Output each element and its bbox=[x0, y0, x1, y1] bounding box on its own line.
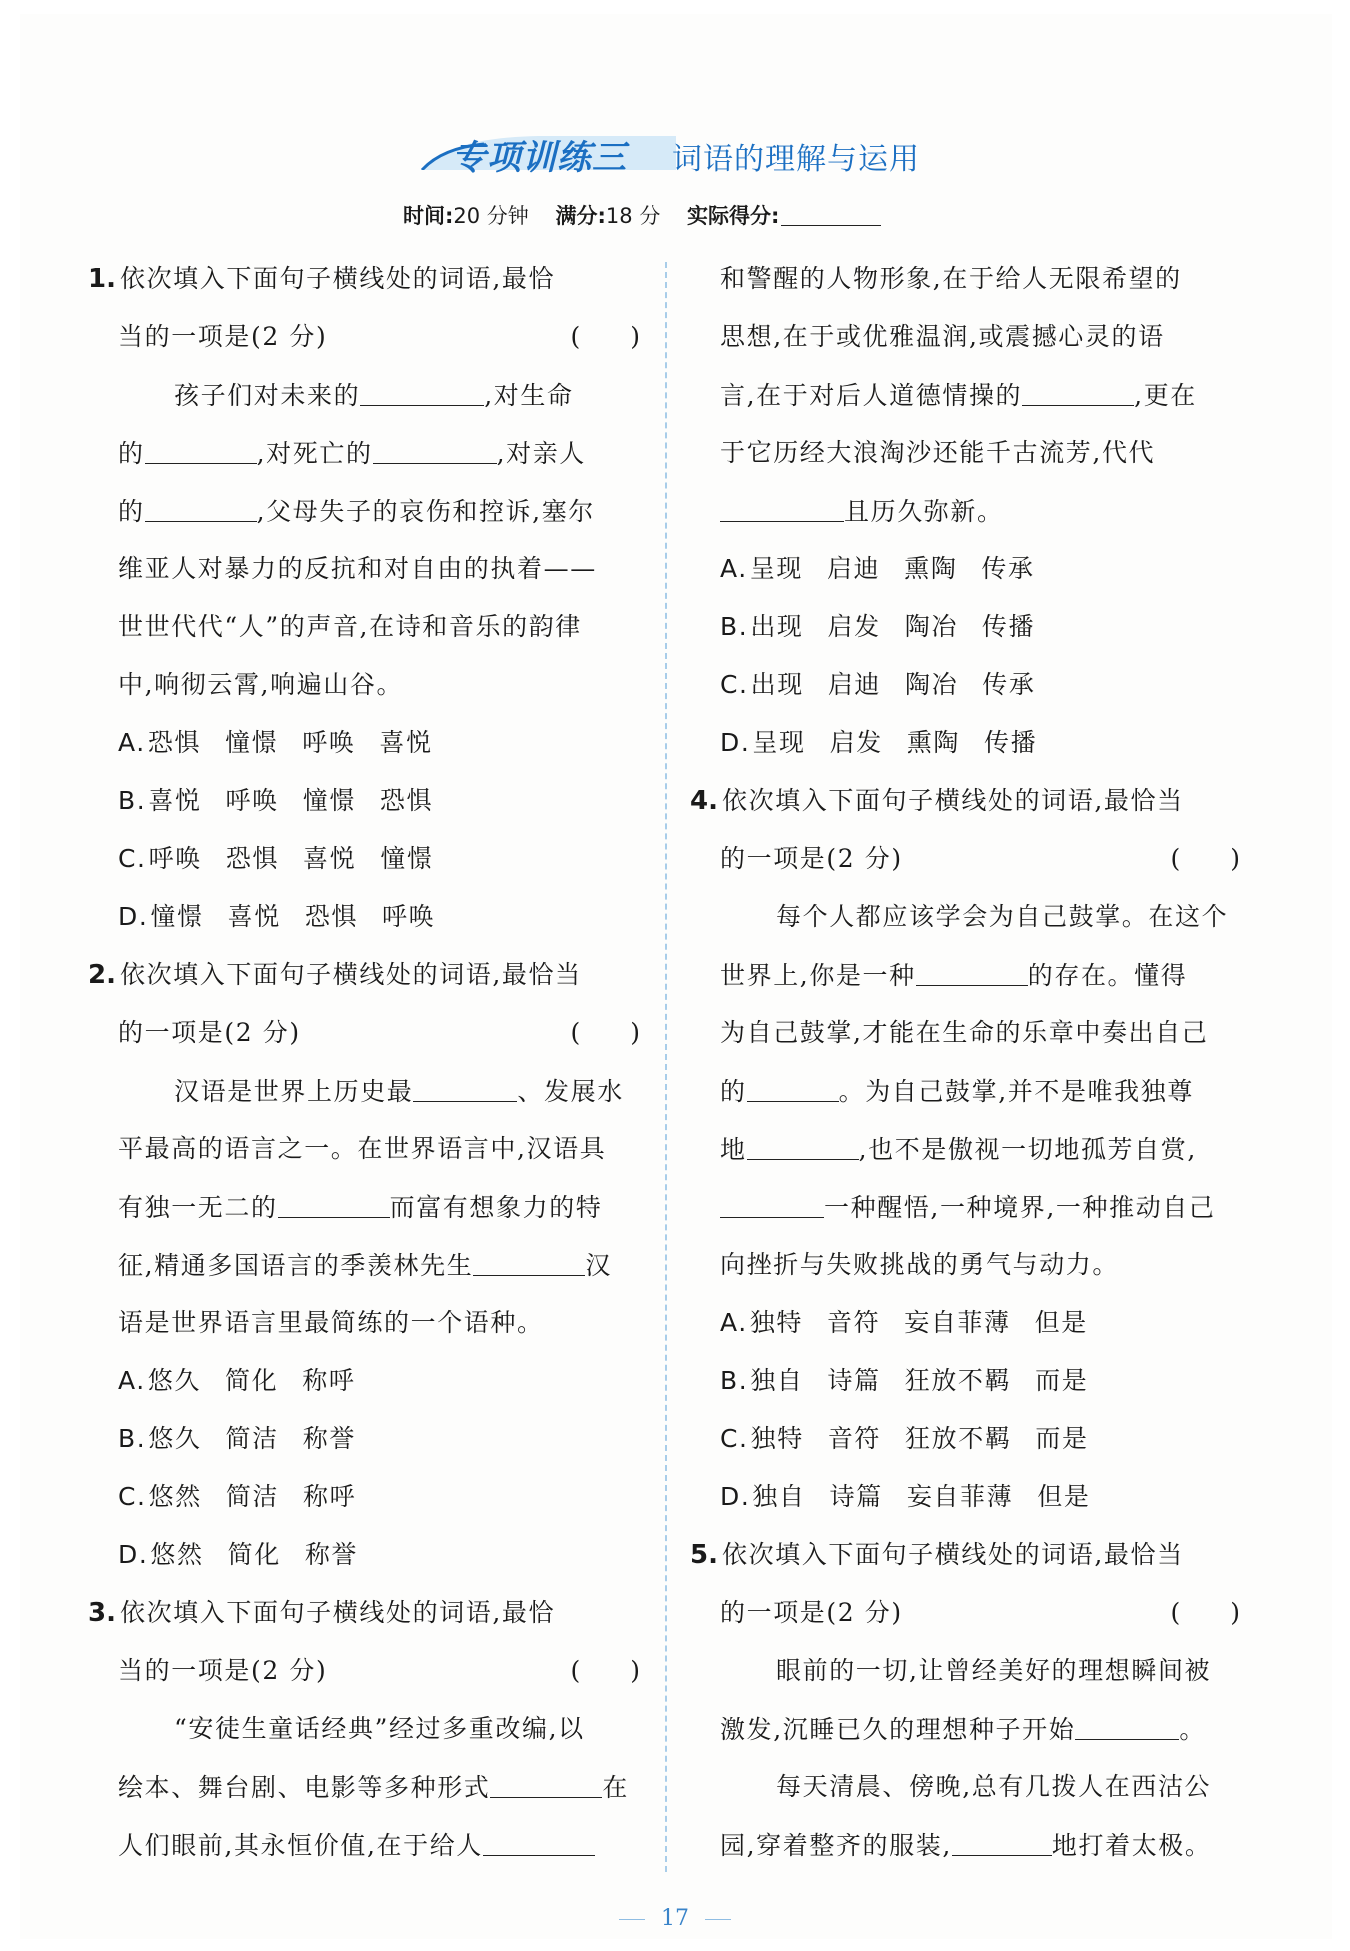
q2-blank-3[interactable] bbox=[473, 1241, 585, 1276]
q4-blank-1[interactable] bbox=[916, 951, 1028, 986]
option-word: 陶冶 bbox=[905, 670, 959, 699]
option-word: 恐惧 bbox=[225, 844, 280, 873]
q3-blank-3[interactable] bbox=[1022, 371, 1134, 406]
q1-passage-line bbox=[88, 661, 640, 719]
q4-number: 4. bbox=[690, 786, 718, 816]
q1-blank-3[interactable] bbox=[373, 429, 497, 464]
q4-text: 为自己鼓掌,才能在生命的乐章中奏出自己 bbox=[720, 1018, 1209, 1047]
option-word: 简洁 bbox=[225, 1482, 280, 1511]
q1-text: ,父母失子的哀伤和控诉,塞尔 bbox=[256, 497, 595, 526]
option-word: 喜悦 bbox=[303, 844, 357, 873]
q2-option-b[interactable] bbox=[88, 1415, 640, 1473]
q5-stem-text: 依次填入下面句子横线处的词语,最恰当 bbox=[721, 1540, 1184, 1569]
q2-stem-line2 bbox=[88, 1009, 640, 1067]
q4-option-d[interactable] bbox=[720, 1473, 1240, 1531]
q5-stem-line2 bbox=[720, 1589, 1240, 1647]
option-word: 出现 bbox=[750, 670, 804, 699]
left-column bbox=[88, 255, 640, 1879]
option-word: 传承 bbox=[981, 554, 1035, 583]
q3-passage-line bbox=[720, 429, 1240, 487]
q2-passage-line bbox=[88, 1183, 640, 1241]
option-letter: C. bbox=[118, 1482, 147, 1511]
option-word: 妄自菲薄 bbox=[906, 1482, 1014, 1511]
q3-passage-line bbox=[88, 1763, 640, 1821]
q3-passage-line bbox=[720, 371, 1240, 429]
q3-passage-line bbox=[88, 1705, 640, 1763]
option-word: 狂放不羁 bbox=[905, 1424, 1012, 1453]
option-word: 恐惧 bbox=[379, 786, 434, 815]
q4-option-b[interactable] bbox=[720, 1357, 1240, 1415]
q4-text: 世界上,你是一种 bbox=[720, 961, 916, 990]
q4-text: 。为自己鼓掌,并不是唯我独尊 bbox=[838, 1077, 1194, 1106]
page-number-dash-right bbox=[705, 1919, 731, 1920]
q5-stem-line1 bbox=[690, 1531, 1240, 1589]
q1-text: 世世代代“人”的声音,在诗和音乐的韵律 bbox=[118, 612, 582, 641]
option-word: 独特 bbox=[749, 1308, 804, 1337]
option-letter: A. bbox=[720, 1308, 748, 1337]
option-word: 呼唤 bbox=[148, 844, 202, 873]
q3-option-b[interactable] bbox=[720, 603, 1240, 661]
option-letter: A. bbox=[720, 554, 748, 583]
q5-passage-line bbox=[720, 1647, 1240, 1705]
option-word: 憧憬 bbox=[150, 902, 204, 931]
q4-blank-2[interactable] bbox=[747, 1067, 839, 1102]
q2-text: 平最高的语言之一。在世界语言中,汉语具 bbox=[118, 1134, 607, 1163]
q4-text: 向挫折与失败挑战的勇气与动力。 bbox=[720, 1250, 1120, 1279]
option-word: 憧憬 bbox=[380, 844, 434, 873]
q1-passage-line bbox=[88, 487, 640, 545]
option-word: 简化 bbox=[225, 1366, 279, 1395]
option-letter: B. bbox=[118, 1424, 147, 1453]
option-letter: D. bbox=[118, 902, 149, 931]
q4-stem-line2 bbox=[720, 835, 1240, 893]
q2-stem-line1 bbox=[88, 951, 640, 1009]
q5-text: 眼前的一切,让曾经美好的理想瞬间被 bbox=[776, 1656, 1212, 1685]
q4-passage-line bbox=[720, 1067, 1240, 1125]
q4-answer-paren[interactable]: ( ) bbox=[1170, 844, 1240, 873]
q1-passage-line bbox=[88, 371, 640, 429]
option-word: 独自 bbox=[750, 1366, 804, 1395]
option-word: 呈现 bbox=[749, 554, 804, 583]
q2-answer-paren[interactable]: ( ) bbox=[570, 1018, 640, 1047]
q1-text: 中,响彻云霄,响遍山谷。 bbox=[118, 670, 404, 699]
option-word: 呼唤 bbox=[382, 902, 436, 931]
q3-text: ,更在 bbox=[1134, 381, 1197, 410]
option-word: 诗篇 bbox=[829, 1482, 883, 1511]
option-letter: B. bbox=[118, 786, 147, 815]
option-word: 憧憬 bbox=[225, 728, 279, 757]
option-word: 称誉 bbox=[304, 1540, 359, 1569]
time-label: 时间: bbox=[403, 204, 454, 228]
option-word: 独特 bbox=[750, 1424, 804, 1453]
q4-option-a[interactable] bbox=[720, 1299, 1240, 1357]
q4-passage-line bbox=[720, 1009, 1240, 1067]
option-word: 简化 bbox=[227, 1540, 281, 1569]
q1-text: ,对亲人 bbox=[496, 439, 586, 468]
option-word: 呼唤 bbox=[225, 786, 279, 815]
q3-text: 言,在于对后人道德情操的 bbox=[720, 381, 1023, 410]
score-value: 18 分 bbox=[605, 204, 661, 228]
q3-text: 人们眼前,其永恒价值,在于给人 bbox=[118, 1831, 483, 1860]
q1-text: 的 bbox=[118, 439, 145, 468]
q2-passage-line bbox=[88, 1067, 640, 1125]
option-word: 而是 bbox=[1035, 1424, 1089, 1453]
q4-passage-line bbox=[720, 1183, 1240, 1241]
q2-text: 汉 bbox=[585, 1251, 612, 1280]
q2-passage-line bbox=[88, 1241, 640, 1299]
q4-blank-4[interactable] bbox=[720, 1183, 824, 1218]
option-word: 称誉 bbox=[302, 1424, 356, 1453]
q1-option-a[interactable] bbox=[88, 719, 640, 777]
page-number-dash-left bbox=[619, 1919, 645, 1920]
q3-option-a[interactable] bbox=[720, 545, 1240, 603]
option-word: 出现 bbox=[750, 612, 804, 641]
option-letter: B. bbox=[720, 612, 749, 641]
q1-text: ,对死亡的 bbox=[256, 439, 373, 468]
q5-blank-1[interactable] bbox=[1075, 1705, 1179, 1740]
q5-passage-line bbox=[720, 1763, 1240, 1821]
exam-meta bbox=[403, 200, 881, 230]
q2-blank-1[interactable] bbox=[413, 1067, 517, 1102]
option-word: 启迪 bbox=[827, 670, 882, 699]
q5-answer-paren[interactable]: ( ) bbox=[1170, 1598, 1240, 1627]
q4-text: 每个人都应该学会为自己鼓掌。在这个 bbox=[776, 902, 1229, 931]
option-letter: B. bbox=[720, 1366, 749, 1395]
q1-text: 维亚人对暴力的反抗和对自由的执着—— bbox=[118, 554, 597, 583]
option-word: 熏陶 bbox=[906, 728, 961, 757]
q3-passage-line bbox=[720, 313, 1240, 371]
q1-blank-2[interactable] bbox=[145, 429, 257, 464]
q5-text: 激发,沉睡已久的理想种子开始 bbox=[720, 1715, 1076, 1744]
option-letter: A. bbox=[118, 1366, 146, 1395]
q3-text: 于它历经大浪淘沙还能千古流芳,代代 bbox=[720, 438, 1156, 467]
q3-stem-text: 依次填入下面句子横线处的词语,最恰 bbox=[119, 1598, 556, 1627]
q4-stem-text2: 的一项是(2 分) bbox=[720, 844, 903, 873]
option-letter: C. bbox=[720, 670, 749, 699]
option-word: 悠然 bbox=[150, 1540, 204, 1569]
option-word: 喜悦 bbox=[148, 786, 202, 815]
option-word: 但是 bbox=[1037, 1482, 1091, 1511]
q3-stem-line2 bbox=[88, 1647, 640, 1705]
q1-number: 1. bbox=[88, 264, 116, 294]
option-word: 悠然 bbox=[148, 1482, 202, 1511]
q3-text: “安徒生童话经典”经过多重改编,以 bbox=[174, 1714, 585, 1743]
option-word: 独自 bbox=[752, 1482, 806, 1511]
q2-text: 、发展水 bbox=[517, 1077, 624, 1106]
q2-stem-text2: 的一项是(2 分) bbox=[118, 1018, 301, 1047]
option-word: 陶冶 bbox=[904, 612, 958, 641]
q4-text: ,也不是傲视一切地孤芳自赏, bbox=[858, 1135, 1197, 1164]
q1-answer-paren[interactable]: ( ) bbox=[570, 322, 640, 351]
option-word: 启迪 bbox=[827, 554, 881, 583]
q3-option-c[interactable] bbox=[720, 661, 1240, 719]
q3-passage-line bbox=[720, 487, 1240, 545]
q3-number: 3. bbox=[88, 1598, 116, 1628]
actual-score-blank[interactable] bbox=[781, 207, 881, 226]
option-letter: C. bbox=[118, 844, 147, 873]
q2-text: 征,精通多国语言的季羡林先生 bbox=[118, 1251, 474, 1280]
q1-passage-line bbox=[88, 429, 640, 487]
q5-passage-line bbox=[720, 1705, 1240, 1763]
q5-stem-text2: 的一项是(2 分) bbox=[720, 1598, 903, 1627]
actual-score-label: 实际得分: bbox=[687, 204, 780, 228]
q2-text: 汉语是世界上历史最 bbox=[174, 1077, 414, 1106]
q4-text: 的 bbox=[720, 1077, 747, 1106]
q1-text: 的 bbox=[118, 497, 145, 526]
option-word: 启发 bbox=[827, 612, 881, 641]
option-word: 传承 bbox=[982, 670, 1036, 699]
option-letter: D. bbox=[720, 1482, 751, 1511]
q3-stem-line1 bbox=[88, 1589, 640, 1647]
option-word: 音符 bbox=[827, 1424, 882, 1453]
q3-stem-text2: 当的一项是(2 分) bbox=[118, 1656, 328, 1685]
q2-passage-line bbox=[88, 1299, 640, 1357]
q3-blank-4[interactable] bbox=[720, 487, 844, 522]
q1-passage-line bbox=[88, 603, 640, 661]
q5-passage-line bbox=[720, 1821, 1240, 1879]
option-word: 但是 bbox=[1034, 1308, 1088, 1337]
section-title: 专项训练三 bbox=[452, 138, 627, 178]
q1-stem-line1 bbox=[88, 255, 640, 313]
option-letter: A. bbox=[118, 728, 146, 757]
option-word: 称呼 bbox=[302, 1366, 356, 1395]
option-word: 憧憬 bbox=[302, 786, 356, 815]
q2-option-d[interactable] bbox=[88, 1531, 640, 1589]
q1-blank-4[interactable] bbox=[145, 487, 257, 522]
q1-stem-text2: 当的一项是(2 分) bbox=[118, 322, 328, 351]
option-word: 妄自菲薄 bbox=[904, 1308, 1011, 1337]
q3-option-d[interactable] bbox=[720, 719, 1240, 777]
option-word: 简洁 bbox=[225, 1424, 279, 1453]
q4-option-c[interactable] bbox=[720, 1415, 1240, 1473]
q3-text: 且历久弥新。 bbox=[844, 497, 1004, 526]
q3-passage-line bbox=[720, 255, 1240, 313]
q3-text: 在 bbox=[602, 1773, 630, 1802]
q3-blank-2[interactable] bbox=[483, 1821, 595, 1856]
q4-stem-text: 依次填入下面句子横线处的词语,最恰当 bbox=[721, 786, 1184, 815]
q2-passage-line bbox=[88, 1125, 640, 1183]
option-word: 狂放不羁 bbox=[904, 1366, 1012, 1395]
option-letter: D. bbox=[118, 1540, 149, 1569]
option-word: 呼唤 bbox=[302, 728, 356, 757]
q3-answer-paren[interactable]: ( ) bbox=[570, 1656, 640, 1685]
option-word: 恐惧 bbox=[147, 728, 202, 757]
q5-text: 地打着太极。 bbox=[1051, 1831, 1212, 1860]
q1-text: 孩子们对未来的 bbox=[174, 381, 361, 410]
option-word: 悠久 bbox=[148, 1424, 202, 1453]
q5-number: 5. bbox=[690, 1540, 718, 1570]
time-value: 20 分钟 bbox=[453, 204, 529, 228]
q1-option-b[interactable] bbox=[88, 777, 640, 835]
q1-stem-text: 依次填入下面句子横线处的词语,最恰 bbox=[119, 264, 556, 293]
option-word: 而是 bbox=[1035, 1366, 1089, 1395]
q2-option-a[interactable] bbox=[88, 1357, 640, 1415]
section-subtitle: 词语的理解与运用 bbox=[672, 142, 920, 177]
q4-passage-line bbox=[720, 1241, 1240, 1299]
q3-text: 思想,在于或优雅温润,或震撼心灵的语 bbox=[720, 322, 1165, 351]
q3-text: 和警醒的人物形象,在于给人无限希望的 bbox=[720, 264, 1182, 293]
option-word: 诗篇 bbox=[827, 1366, 881, 1395]
column-divider bbox=[665, 262, 667, 1872]
q4-passage-line bbox=[720, 951, 1240, 1009]
right-column bbox=[690, 255, 1240, 1879]
q5-text: 每天清晨、傍晚,总有几拨人在西沽公 bbox=[776, 1772, 1212, 1801]
q5-blank-2[interactable] bbox=[952, 1821, 1052, 1856]
q1-stem-line2 bbox=[88, 313, 640, 371]
option-word: 熏陶 bbox=[904, 554, 958, 583]
option-word: 呈现 bbox=[752, 728, 806, 757]
q2-text: 有独一无二的 bbox=[118, 1193, 278, 1222]
score-label: 满分: bbox=[555, 204, 606, 228]
option-word: 恐惧 bbox=[304, 902, 359, 931]
q2-number: 2. bbox=[88, 960, 116, 990]
q1-option-d[interactable] bbox=[88, 893, 640, 951]
option-word: 称呼 bbox=[303, 1482, 357, 1511]
option-letter: C. bbox=[720, 1424, 749, 1453]
q2-stem-text: 依次填入下面句子横线处的词语,最恰当 bbox=[119, 960, 582, 989]
q3-blank-1[interactable] bbox=[490, 1763, 602, 1798]
option-word: 音符 bbox=[827, 1308, 881, 1337]
option-word: 喜悦 bbox=[227, 902, 281, 931]
q5-text: 。 bbox=[1179, 1715, 1206, 1744]
page-number-text: 17 bbox=[661, 1906, 689, 1931]
q4-text: 一种醒悟,一种境界,一种推动自己 bbox=[824, 1193, 1216, 1222]
q3-passage-line bbox=[88, 1821, 640, 1879]
q4-blank-3[interactable] bbox=[747, 1125, 859, 1160]
option-word: 传播 bbox=[984, 728, 1038, 757]
q1-blank-1[interactable] bbox=[360, 371, 484, 406]
page-number bbox=[0, 1906, 1350, 1931]
q4-passage-line bbox=[720, 893, 1240, 951]
option-letter: D. bbox=[720, 728, 751, 757]
section-header bbox=[0, 122, 1350, 182]
q2-option-c[interactable] bbox=[88, 1473, 640, 1531]
q1-text: ,对生命 bbox=[484, 381, 574, 410]
q4-text: 地 bbox=[720, 1135, 747, 1164]
q5-text: 园,穿着整齐的服装, bbox=[720, 1831, 952, 1860]
option-word: 启发 bbox=[829, 728, 883, 757]
q2-text: 而富有想象力的特 bbox=[389, 1193, 603, 1222]
q1-option-c[interactable] bbox=[88, 835, 640, 893]
q4-text: 的存在。懂得 bbox=[1027, 961, 1188, 990]
option-word: 喜悦 bbox=[379, 728, 433, 757]
q4-stem-line1 bbox=[690, 777, 1240, 835]
option-word: 传播 bbox=[981, 612, 1036, 641]
q4-passage-line bbox=[720, 1125, 1240, 1183]
q2-blank-2[interactable] bbox=[278, 1183, 390, 1218]
q3-text: 绘本、舞台剧、电影等多种形式 bbox=[118, 1773, 491, 1802]
q2-text: 语是世界语言里最简练的一个语种。 bbox=[118, 1308, 544, 1337]
q1-passage-line bbox=[88, 545, 640, 603]
option-word: 悠久 bbox=[147, 1366, 202, 1395]
